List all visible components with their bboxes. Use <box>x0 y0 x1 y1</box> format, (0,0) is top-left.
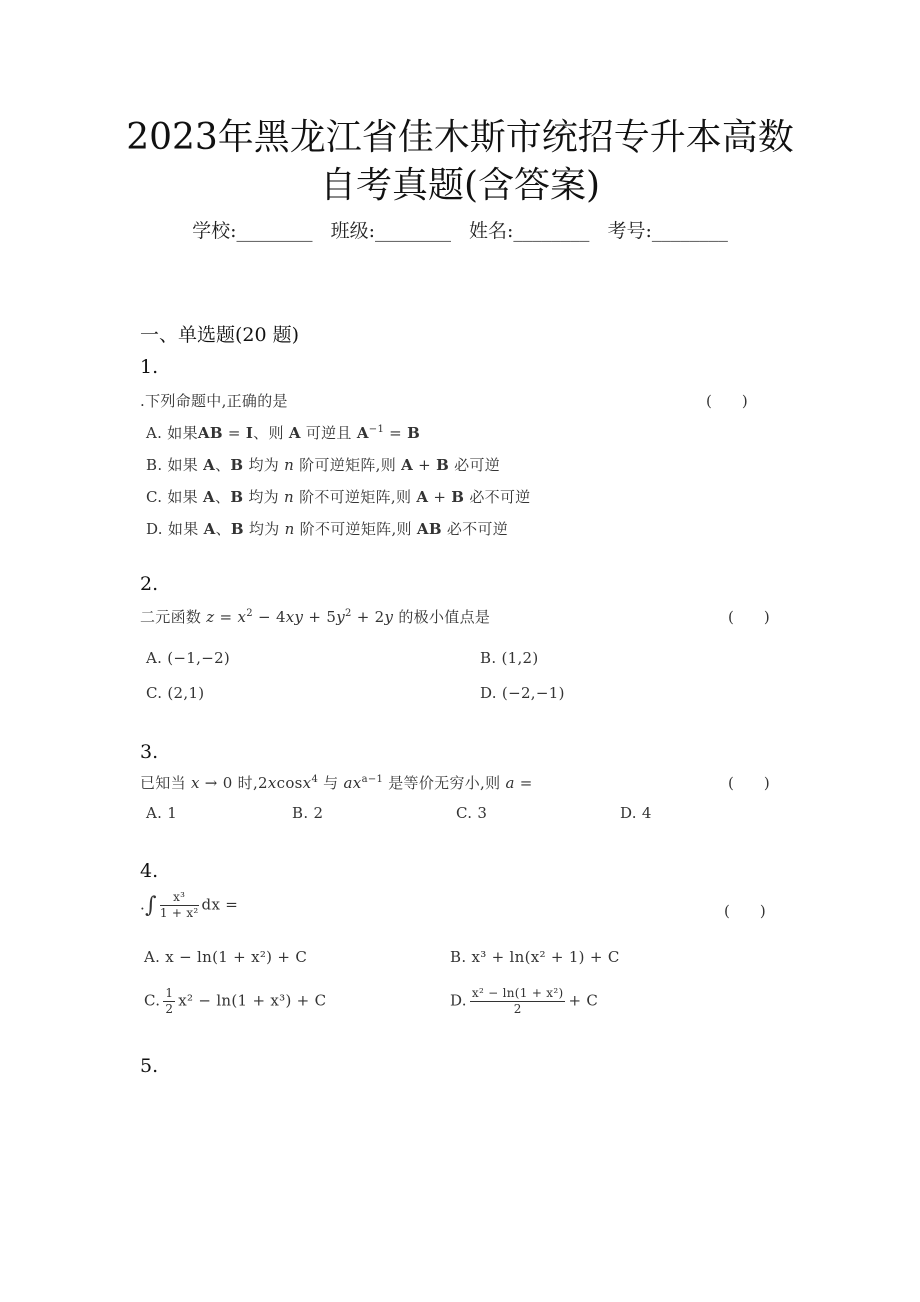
question-2-stem: 二元函数 $z = x^2 - 4xy + 5y^2 + 2y$ 的极小值点是 <box>140 608 491 626</box>
question-4-option-d: D. $\frac{\text{x² − ln(1 + x²)}}{2}$ + C <box>450 986 599 1016</box>
question-1-option-d: D. 如果 A、B 均为 n 阶不可逆矩阵,则 AB 必不可逆 <box>146 520 509 538</box>
question-4-stem: .∫ $\frac{\text{x³}}{\text{1 + x²}}$ dx = <box>140 890 239 920</box>
question-3-option-a: A. 1 <box>146 804 178 822</box>
question-1-answer-paren: ( ) <box>706 392 748 410</box>
question-2-number: 2. <box>140 573 159 595</box>
question-1-option-b: B. 如果 A、B 均为 n 阶可逆矩阵,则 A + B 必可逆 <box>146 456 501 474</box>
question-3-stem: 已知当 x → 0 时,2xcosx$^4$ 与 $ax^{a-1}$ 是等价无穷小,则 a = <box>140 774 533 792</box>
question-2-option-c: C. (2,1) <box>146 684 205 702</box>
question-4-option-a: A. x − ln(1 + x²) + C <box>144 948 308 966</box>
question-1-option-c: C. 如果 A、B 均为 n 阶不可逆矩阵,则 A + B 必不可逆 <box>146 488 531 506</box>
section-heading: 一、单选题(20 题) <box>140 324 300 346</box>
question-4-option-b: B. x³ + ln(x² + 1) + C <box>450 948 620 966</box>
document-title-line-1: 2023年黑龙江省佳木斯市统招专升本高数 <box>126 117 794 158</box>
question-4-fraction: $\frac{\text{x³}}{\text{1 + x²}}$ <box>159 890 199 920</box>
integral-sign: ∫ <box>145 893 157 918</box>
question-3-answer-paren: ( ) <box>728 774 770 792</box>
class-field: 班级:________ <box>330 220 451 242</box>
question-2-answer-paren: ( ) <box>728 608 770 626</box>
question-4-option-c: C. $\frac{1}{2}$ x² − ln(1 + x³) + C <box>144 986 327 1016</box>
name-field: 姓名:________ <box>469 220 590 242</box>
document-title-line-2: 自考真题(含答案) <box>319 165 601 206</box>
question-4-answer-paren: ( ) <box>724 902 766 920</box>
question-1-number: 1. <box>140 356 159 378</box>
question-1-stem: .下列命题中,正确的是 <box>140 392 288 410</box>
question-5-number: 5. <box>140 1055 159 1077</box>
question-2-option-b: B. (1,2) <box>480 649 539 667</box>
question-2-option-a: A. (−1,−2) <box>146 649 231 667</box>
school-field: 学校:________ <box>192 220 313 242</box>
exam-number-field: 考号:________ <box>607 220 728 242</box>
question-3-option-b: B. 2 <box>292 804 324 822</box>
question-4-number: 4. <box>140 860 159 882</box>
question-3-option-c: C. 3 <box>456 804 488 822</box>
student-info-row <box>0 216 920 243</box>
question-3-option-d: D. 4 <box>620 804 652 822</box>
question-3-number: 3. <box>140 741 159 763</box>
question-1-option-a: A. 如果AB = I、则 A 可逆且 $A^{-1} = B$ <box>146 424 421 442</box>
question-2-option-d: D. (−2,−1) <box>480 684 565 702</box>
